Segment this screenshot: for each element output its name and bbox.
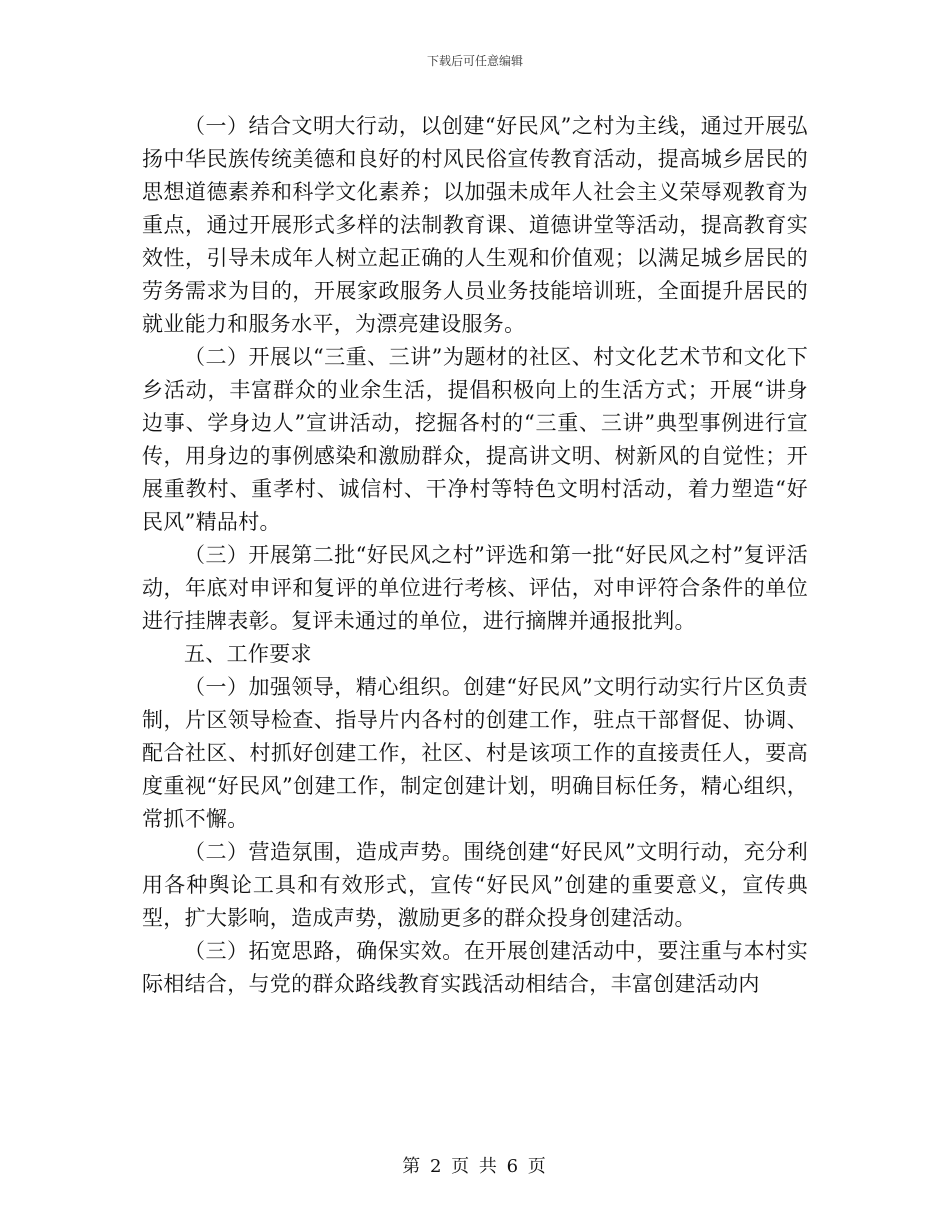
- paragraph-4: （一）加强领导，精心组织。创建“好民风”文明行动实行片区负责制，片区领导检查、指导片内各村的创建工作，驻点干部督促、协调、配合社区、村抓好创建工作，社区、村是该项工作的直接责任人，要高度重视“好民风”创建工作，制定创建计划，明确目标任务，精心组织，常抓不懈。: [142, 675, 808, 831]
- paragraph-1: （一）结合文明大行动，以创建“好民风”之村为主线，通过开展弘扬中华民族传统美德和良好的村风民俗宣传教育活动，提高城乡居民的思想道德素养和科学文化素养；以加强未成年人社会主义荣辱观教育为重点，通过开展形式多样的法制教育课、道德讲堂等活动，提高教育实效性，引导未成年人树立起正确的人生观和价值观；以满足城乡居民的劳务需求为目的，开展家政服务人员业务技能培训班，全面提升居民的就业能力和服务水平，为漂亮建设服务。: [142, 114, 808, 336]
- paragraph-6: （三）拓宽思路，确保实效。在开展创建活动中，要注重与本村实际相结合，与党的群众路线教育实践活动相结合，丰富创建活动内: [142, 939, 808, 996]
- section-heading: 五、工作要求: [184, 642, 312, 666]
- document-body: [142, 110, 808, 1001]
- page-header: 下载后可任意编辑: [426, 54, 523, 68]
- page-footer: 第 2 页 共 6 页: [402, 1156, 548, 1177]
- paragraph-3: （三）开展第二批“好民风之村”评选和第一批“好民风之村”复评活动，年底对申评和复评的单位进行考核、评估，对申评符合条件的单位进行挂牌表彰。复评未通过的单位，进行摘牌并通报批判。: [142, 543, 808, 633]
- paragraph-5: （二）营造氛围，造成声势。围绕创建“好民风”文明行动，充分利用各种舆论工具和有效形式，宣传“好民风”创建的重要意义，宣传典型，扩大影响，造成声势，激励更多的群众投身创建活动。: [142, 840, 808, 930]
- paragraph-2: （二）开展以“三重、三讲”为题材的社区、村文化艺术节和文化下乡活动，丰富群众的业余生活，提倡积极向上的生活方式；开展“讲身边事、学身边人”宣讲活动，挖掘各村的“三重、三讲”典型事例进行宣传，用身边的事例感染和激励群众，提高讲文明、树新风的自觉性；开展重教村、重孝村、诚信村、干净村等特色文明村活动，着力塑造“好民风”精品村。: [142, 345, 808, 534]
